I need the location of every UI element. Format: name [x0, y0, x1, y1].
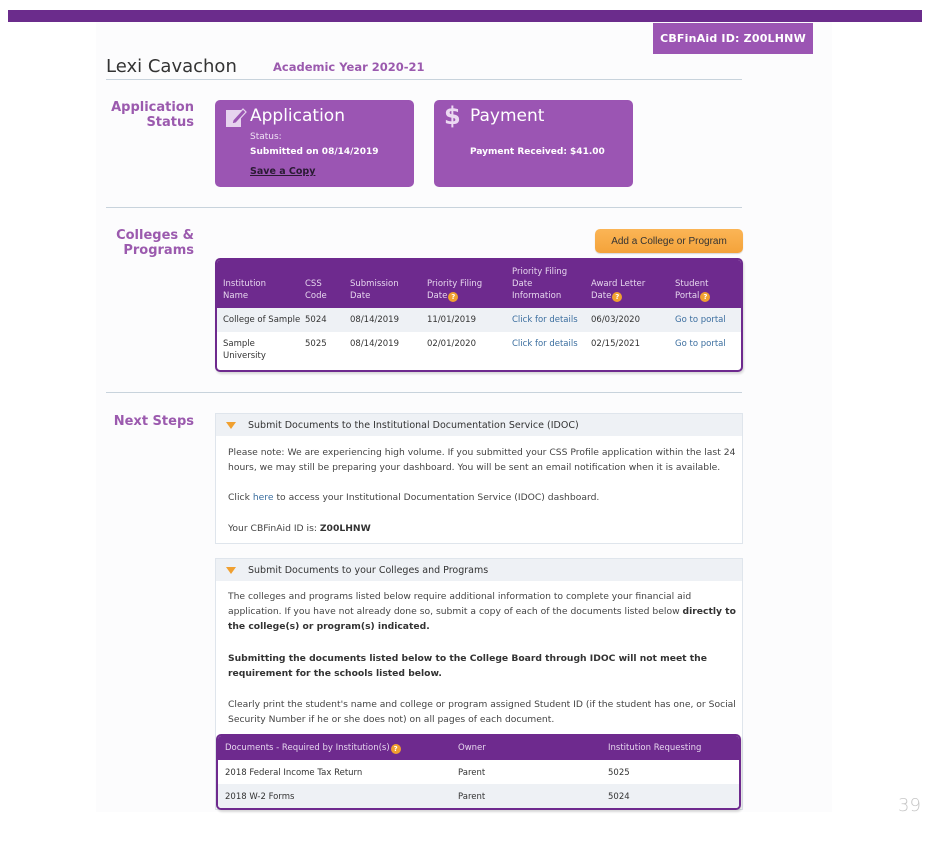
accordion-title: Submit Documents to your Colleges and Programs: [248, 564, 489, 576]
idoc-access-text: Click here to access your Institutional Documentation Service (IDOC) dashboard.: [228, 492, 600, 503]
help-icon[interactable]: ?: [700, 292, 710, 302]
next-steps-label: Next Steps: [113, 414, 194, 429]
expand-triangle-icon: [226, 422, 236, 429]
submission-date: 08/14/2019: [350, 339, 399, 349]
institution-name: Sample University: [223, 339, 266, 361]
college-docs-warning: Submitting the documents listed below to the College Board through IDOC will not meet the requirement for the schools listed below.: [228, 653, 707, 679]
submission-date: 08/14/2019: [350, 315, 399, 325]
go-to-portal-link[interactable]: Go to portal: [675, 339, 726, 349]
col-owner: Owner: [458, 743, 486, 753]
application-card-title: Application: [250, 106, 345, 126]
top-brand-bar: [8, 10, 922, 22]
label-line: Programs: [123, 243, 194, 258]
college-docs-para1: The colleges and programs listed below require additional information to complete your financial aid application. If you have not already done so, submit a copy of each of the documents listed below directly to the college(s) or program(s) indicated.: [228, 591, 736, 632]
edit-document-icon: [225, 106, 247, 132]
cbfinaid-id-text: Your CBFinAid ID is: Z00LHNW: [228, 523, 371, 534]
table-row: [218, 784, 739, 810]
payment-card-title: Payment: [470, 106, 545, 126]
table-row: [217, 332, 741, 366]
application-status-label: [106, 100, 194, 130]
cbfinaid-id-badge: CBFinAid ID: Z00LHNW: [653, 23, 813, 54]
label-line: Application: [111, 100, 194, 115]
institution-requesting: 5024: [608, 792, 630, 802]
click-for-details-link[interactable]: Click for details: [512, 315, 578, 325]
col-priority-filing-date: Priority Filing Date ?: [427, 279, 483, 301]
award-letter-date: 02/15/2021: [591, 339, 640, 349]
award-letter-date: 06/03/2020: [591, 315, 640, 325]
help-icon[interactable]: ?: [612, 292, 622, 302]
col-institution-name: Institution Name: [223, 279, 267, 301]
payment-status: Payment Received: $41.00: [470, 147, 605, 157]
status-value: Submitted on 08/14/2019: [250, 147, 379, 157]
col-css-code: CSS Code: [305, 279, 327, 301]
col-documents: Documents - Required by Institution(s) ?: [225, 742, 401, 754]
css-code: 5024: [305, 315, 327, 325]
documents-table: [216, 734, 741, 810]
col-award-letter-date: Award Letter Date ?: [591, 279, 646, 301]
help-icon[interactable]: ?: [448, 292, 458, 302]
label-line: Colleges &: [116, 228, 194, 243]
college-docs-para3: Clearly print the student's name and college or program assigned Student ID (if the student has one, or Social Security Number if he or she does not) on all pages of each document.: [228, 699, 736, 725]
idoc-accordion: [215, 413, 743, 544]
col-student-portal: Student Portal ?: [675, 279, 709, 301]
table-row: [217, 308, 741, 332]
priority-filing-date: 02/01/2020: [427, 339, 476, 349]
status-label: Status:: [250, 132, 282, 142]
table-row: [218, 760, 739, 784]
priority-filing-date: 11/01/2019: [427, 315, 476, 325]
application-card: [215, 100, 414, 187]
idoc-accordion-header[interactable]: [216, 414, 742, 436]
document-name: 2018 Federal Income Tax Return: [225, 768, 363, 778]
css-code: 5025: [305, 339, 327, 349]
section-divider: [106, 207, 742, 208]
academic-year: Academic Year 2020-21: [273, 60, 425, 74]
col-institution-requesting: Institution Requesting: [608, 743, 702, 753]
idoc-notice: Please note: We are experiencing high volume. If you submitted your CSS Profile application within the last 24 hours, we may still be preparing your dashboard. You will be sent an email notification when it is available.: [228, 447, 736, 473]
col-priority-filing-info: Priority Filing Date Information: [512, 267, 568, 301]
idoc-here-link[interactable]: here: [252, 492, 274, 503]
go-to-portal-link[interactable]: Go to portal: [675, 315, 726, 325]
save-a-copy-link[interactable]: Save a Copy: [250, 166, 316, 177]
colleges-programs-label: [106, 228, 194, 258]
click-for-details-link[interactable]: Click for details: [512, 339, 578, 349]
college-docs-accordion-header[interactable]: [216, 559, 742, 581]
document-name: 2018 W-2 Forms: [225, 792, 295, 802]
accordion-title: Submit Documents to the Institutional Documentation Service (IDOC): [248, 419, 579, 431]
label-line: Status: [146, 115, 194, 130]
section-divider: [106, 392, 742, 393]
institution-name: College of Sample: [223, 315, 301, 325]
institution-requesting: 5025: [608, 768, 630, 778]
help-icon[interactable]: ?: [391, 744, 401, 754]
dollar-icon: $: [444, 102, 461, 130]
colleges-table: [215, 258, 743, 372]
expand-triangle-icon: [226, 567, 236, 574]
slide-number: 39: [898, 795, 921, 816]
document-owner: Parent: [458, 768, 486, 778]
student-name: Lexi Cavachon: [106, 56, 237, 77]
header-divider: [106, 79, 742, 80]
col-submission-date: Submission Date: [350, 279, 399, 301]
add-college-button[interactable]: Add a College or Program: [595, 229, 743, 253]
document-owner: Parent: [458, 792, 486, 802]
payment-card: [434, 100, 633, 187]
documents-table-header: [218, 736, 739, 760]
colleges-table-header: [217, 260, 741, 308]
